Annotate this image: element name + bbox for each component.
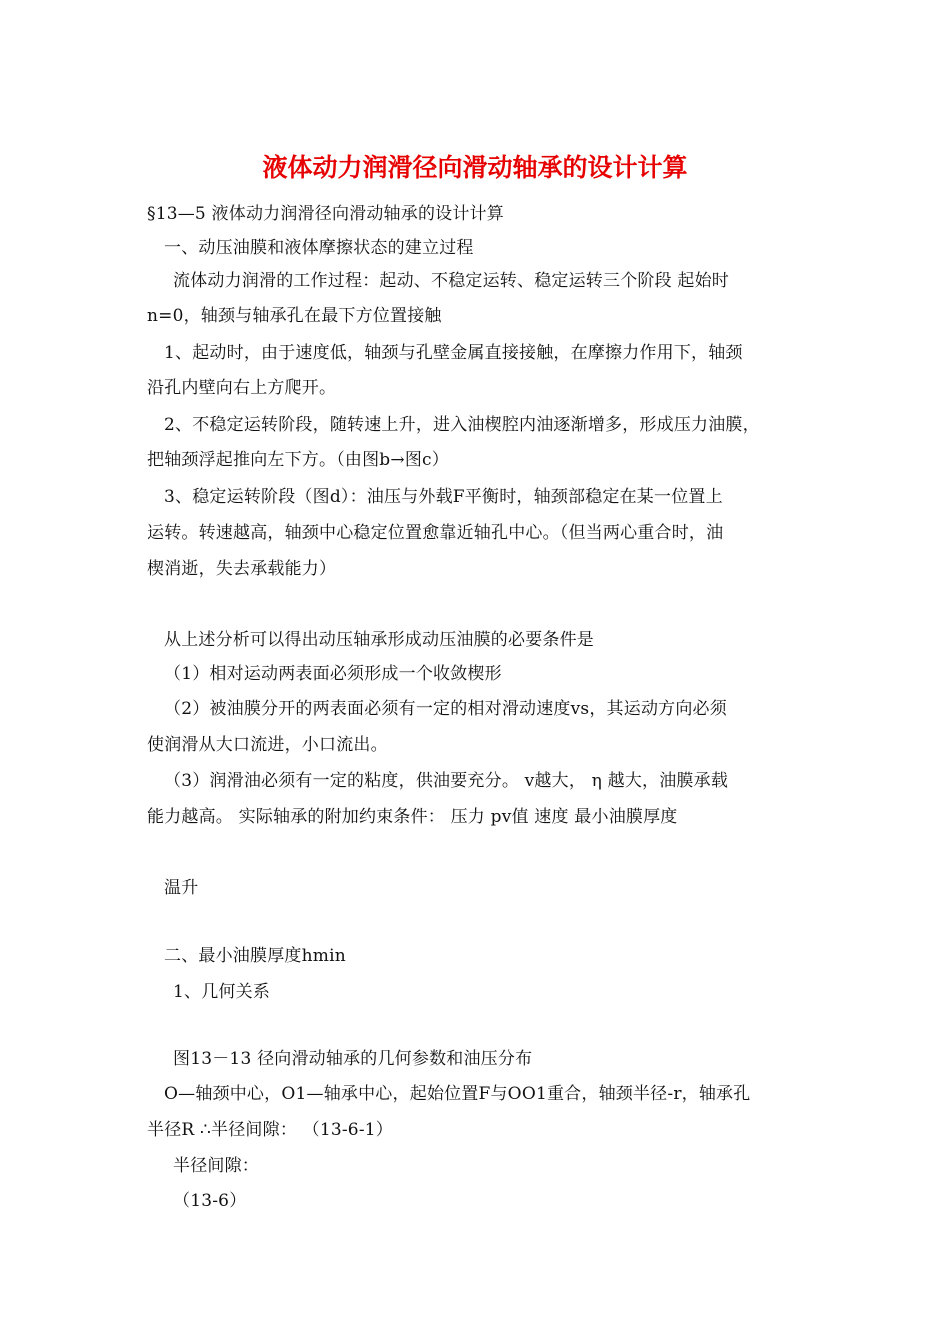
paragraph-line: 运转。转速越高，轴颈中心稳定位置愈靠近轴孔中心。（但当两心重合时，油 (147, 523, 724, 543)
paragraph-line: 半径间隙： (173, 1156, 259, 1176)
list-item: 使润滑从大口流进，小口流出。 (147, 735, 388, 755)
paragraph-line: 从上述分析可以得出动压轴承形成动压油膜的必要条件是 (164, 630, 594, 650)
paragraph-line: 把轴颈浮起推向左下方。（由图b→图c） (147, 450, 449, 470)
figure-caption: 图13－13 径向滑动轴承的几何参数和油压分布 (173, 1049, 533, 1069)
paragraph-line: 温升 (164, 878, 199, 898)
paragraph-line: 半径R ∴半径间隙： （13-6-1） (147, 1120, 393, 1140)
list-item: 能力越高。 实际轴承的附加约束条件： 压力 pv值 速度 最小油膜厚度 (147, 807, 678, 827)
list-item: （3）润滑油必须有一定的粘度，供油要充分。 v越大， η 越大，油膜承载 (164, 771, 729, 791)
paragraph-line: 楔消逝，失去承载能力） (147, 559, 337, 579)
paragraph-line: n=0，轴颈与轴承孔在最下方位置接触 (147, 306, 442, 326)
paragraph-line: O—轴颈中心，O1—轴承中心，起始位置F与OO1重合，轴颈半径-r，轴承孔 (164, 1084, 751, 1104)
paragraph-line: 流体动力润滑的工作过程：起动、不稳定运转、稳定运转三个阶段 起始时 (173, 271, 730, 291)
subsection-heading: 二、最小油膜厚度hmin (164, 946, 346, 966)
list-item: （2）被油膜分开的两表面必须有一定的相对滑动速度vs，其运动方向必须 (164, 699, 727, 719)
subsection-heading: 1、几何关系 (173, 982, 271, 1002)
equation-label: （13-6） (173, 1191, 247, 1211)
section-heading: §13—5 液体动力润滑径向滑动轴承的设计计算 (147, 204, 504, 224)
list-item: （1）相对运动两表面必须形成一个收敛楔形 (164, 664, 502, 684)
subsection-heading: 一、动压油膜和液体摩擦状态的建立过程 (164, 238, 474, 258)
paragraph-line: 沿孔内壁向右上方爬开。 (147, 378, 337, 398)
paragraph-line: 2、不稳定运转阶段，随转速上升，进入油楔腔内油逐渐增多，形成压力油膜， (164, 415, 760, 435)
paragraph-line: 1、起动时，由于速度低，轴颈与孔壁金属直接接触，在摩擦力作用下，轴颈 (164, 343, 743, 363)
paragraph-line: 3、稳定运转阶段（图d）：油压与外载F平衡时，轴颈部稳定在某一位置上 (164, 487, 723, 507)
document-title: 液体动力润滑径向滑动轴承的设计计算 (262, 153, 688, 182)
